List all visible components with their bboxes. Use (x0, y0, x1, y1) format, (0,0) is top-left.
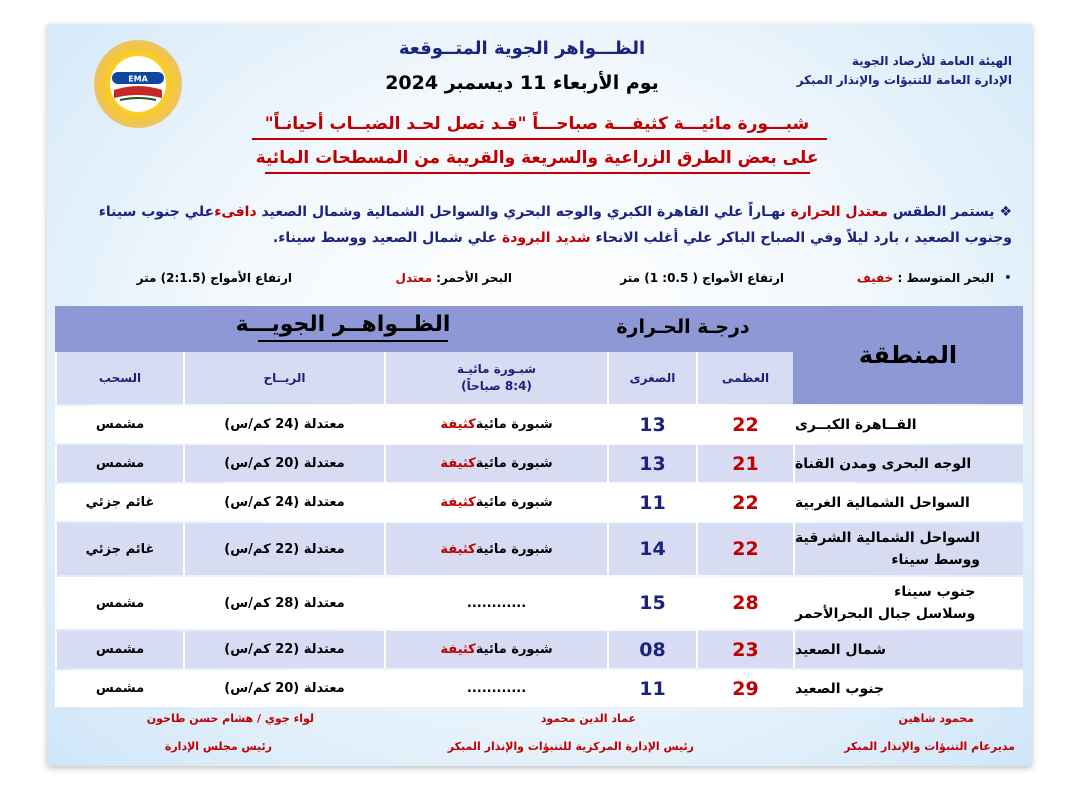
region-cell (793, 484, 1023, 521)
weather-paragraph (62, 199, 1012, 251)
fog-cell (384, 484, 607, 521)
signature-right-name: محمود شاهين (898, 712, 974, 725)
min-temp-header: الصغرى (607, 352, 696, 404)
fog-warning-underline-1 (252, 138, 827, 140)
organization-header (797, 52, 1012, 90)
fog-intensity: كثيفة (440, 495, 476, 510)
fog-text: شبورة مائية (475, 417, 553, 432)
cloud-cell: مشمس (55, 445, 183, 482)
min-temp-cell: 11 (607, 670, 696, 707)
fog-cell (384, 445, 607, 482)
org-name: الهيئة العامة للأرصاد الجوية (851, 54, 1012, 68)
wind-cell: معتدلة (20 كم/س) (183, 445, 384, 482)
para-highlight: دافىء (214, 204, 257, 220)
red-sea-state (396, 271, 512, 285)
max-temp-cell: 22 (696, 406, 793, 443)
min-temp-cell: 11 (607, 484, 696, 521)
wind-cell: معتدلة (22 كم/س) (183, 631, 384, 668)
fog-header-time: (8:4 صباحاً) (461, 379, 532, 393)
para-text: علي شمال الصعيد ووسط سيناء. (272, 230, 502, 246)
med-sea-waves: ارتفاع الأمواج ( 0.5: 1) متر (620, 271, 784, 285)
page-title: الظـــواهر الجوية المتــوقعة (398, 38, 646, 59)
max-temp-cell: 23 (696, 631, 793, 668)
wind-cell: معتدلة (24 كم/س) (183, 484, 384, 521)
med-sea-label: البحر المتوسط : (893, 271, 994, 285)
forecast-table (55, 306, 1023, 705)
region-name: شمال الصعيد (795, 641, 886, 658)
min-temp-cell: 13 (607, 445, 696, 482)
wind-cell: معتدلة (28 كم/س) (183, 577, 384, 629)
fog-text: شبورة مائية (475, 495, 553, 510)
fog-text: شبورة مائية (475, 642, 553, 657)
fog-text: ............ (466, 595, 527, 611)
cloud-cell: غائم جزئي (55, 523, 183, 575)
para-text: يستمر الطقس (887, 204, 995, 220)
region-name: السواحل الشمالية الشرقية (795, 530, 981, 546)
para-text: نهـاراً علي القاهرة الكبري والوجه البحري والسواحل الشمالية وشمال الصعيد (256, 204, 791, 220)
region-name-line2: ووسط سيناء (891, 552, 981, 568)
table-row (55, 670, 1023, 707)
fog-text: شبورة مائية (475, 541, 553, 557)
region-name: الوجه البحرى ومدن القناة (795, 455, 972, 472)
cloud-cell: مشمس (55, 406, 183, 443)
max-temp-cell: 28 (696, 577, 793, 629)
fog-header (384, 352, 607, 404)
table-row (55, 523, 1023, 575)
fog-cell (384, 631, 607, 668)
region-cell (793, 406, 1023, 443)
red-sea-value: معتدل (395, 271, 432, 285)
max-temp-cell: 22 (696, 523, 793, 575)
fog-intensity: كثيفة (440, 642, 476, 657)
phenomena-underline (258, 340, 448, 342)
fog-intensity: كثيفة (440, 541, 476, 557)
table-row (55, 577, 1023, 629)
wind-header: الريــاح (183, 352, 384, 404)
fog-intensity: كثيفة (440, 456, 476, 471)
min-temp-cell: 08 (607, 631, 696, 668)
fog-intensity: كثيفة (440, 417, 476, 432)
min-temp-cell: 13 (607, 406, 696, 443)
signature-right-title: مديرعام التنبؤات والإنذار المبكر (844, 740, 1015, 753)
cloud-header: السحب (55, 352, 183, 404)
temperature-header: درجـة الحـرارة (616, 316, 750, 338)
region-name-line2: وسلاسل جبال البحرالأحمر (795, 606, 976, 622)
region-header: المنطقة (793, 306, 1023, 404)
med-sea-state (857, 271, 994, 285)
fog-cell (384, 577, 607, 629)
fog-header-title: شبـورة مائيـة (456, 362, 537, 376)
region-name: جنوب سيناء (894, 584, 976, 600)
fog-cell (384, 523, 607, 575)
table-row (55, 406, 1023, 443)
ema-logo-icon (92, 38, 184, 130)
signature-left-title: رئيس مجلس الإدارة (164, 740, 272, 753)
fog-warning-line1: شبـــورة مائيـــة كثيفـــة صباحـــاً "قـد تصل لحـد الضبــاب أحيانـاً" (264, 114, 810, 134)
table-row (55, 631, 1023, 668)
region-cell (793, 631, 1023, 668)
sea-bullet-icon: • (1003, 270, 1012, 286)
region-cell (793, 445, 1023, 482)
fog-warning-underline-2 (265, 172, 810, 174)
fog-text: ............ (466, 681, 527, 696)
min-temp-cell: 15 (607, 577, 696, 629)
red-sea-waves: ارتفاع الأمواج (2:1.5) متر (136, 271, 292, 285)
logo-text: EMA (128, 74, 148, 84)
table-row (55, 445, 1023, 482)
region-name: القــاهرة الكبــرى (795, 416, 917, 433)
cloud-cell: مشمس (55, 577, 183, 629)
fog-cell (384, 406, 607, 443)
phenomena-header: الظــواهــر الجويـــة (235, 312, 451, 337)
fog-cell (384, 670, 607, 707)
para-highlight: شديد البرودة (501, 230, 591, 246)
wind-cell: معتدلة (20 كم/س) (183, 670, 384, 707)
signature-left-name: لواء جوي / هشام حسن طاحون (146, 712, 314, 725)
signature-center-name: عماد الدين محمود (540, 712, 636, 725)
region-cell (793, 577, 1023, 629)
region-name: السواحل الشمالية الغربية (795, 494, 970, 511)
min-temp-cell: 14 (607, 523, 696, 575)
fog-warning-line2: على بعض الطرق الزراعية والسريعة والقريبة من المسطحات المائية (255, 148, 819, 168)
org-department: الإدارة العامة للتنبؤات والإنذار المبكر (796, 73, 1012, 87)
region-name: جنوب الصعيد (795, 680, 885, 697)
wind-cell: معتدلة (22 كم/س) (183, 523, 384, 575)
bullet-icon: ❖ (999, 204, 1012, 220)
table-row (55, 484, 1023, 521)
cloud-cell: مشمس (55, 631, 183, 668)
max-temp-header: العظمى (696, 352, 793, 404)
red-sea-label: البحر الأحمر: (432, 271, 512, 285)
max-temp-cell: 22 (696, 484, 793, 521)
cloud-cell: مشمس (55, 670, 183, 707)
region-cell (793, 670, 1023, 707)
forecast-date: يوم الأربعاء 11 ديسمبر 2024 (385, 72, 659, 94)
fog-text: شبورة مائية (475, 456, 553, 471)
signature-center-title: رئيس الإدارة المركزية للتنبؤات والإنذار المبكر (447, 740, 694, 753)
forecast-sheet (47, 24, 1032, 766)
para-highlight: معتدل الحرارة (790, 204, 888, 220)
region-cell (793, 523, 1023, 575)
max-temp-cell: 21 (696, 445, 793, 482)
max-temp-cell: 29 (696, 670, 793, 707)
med-sea-value: خفيف (856, 271, 894, 285)
cloud-cell: غائم جزئي (55, 484, 183, 521)
para-text: علي جنوب سيناء وجنوب الصعيد ، بارد ليلاً وفي الصباح الباكر علي أغلب الانحاء (98, 204, 1012, 246)
wind-cell: معتدلة (24 كم/س) (183, 406, 384, 443)
